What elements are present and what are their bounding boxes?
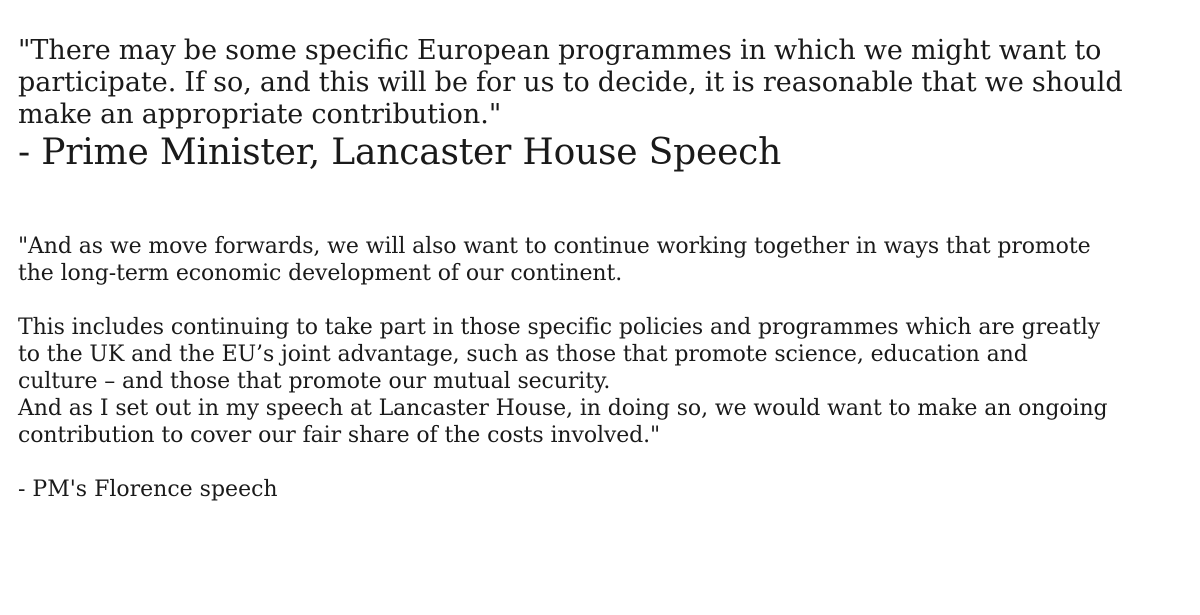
quote-line: "There may be some specific European programmes in which we might want to xyxy=(18,35,1102,66)
florence-quote-paragraph-1 xyxy=(18,233,1188,287)
lancaster-quote-text xyxy=(18,0,1188,131)
quote-line: And as I set out in my speech at Lancaster House, in doing so, we would want to make an ongoing xyxy=(18,396,1108,421)
quote-line: This includes continuing to take part in those specific policies and programmes which are greatly xyxy=(18,315,1100,340)
florence-quote-paragraph-2 xyxy=(18,314,1188,449)
quote-line: culture – and those that promote our mutual security. xyxy=(18,369,611,394)
quote-line: make an appropriate contribution." xyxy=(18,99,502,130)
quote-line: participate. If so, and this will be for us to decide, it is reasonable that we should xyxy=(18,67,1123,98)
florence-attribution: - PM's Florence speech xyxy=(18,477,278,502)
lancaster-attribution: - Prime Minister, Lancaster House Speech xyxy=(18,132,782,173)
quote-line: "And as we move forwards, we will also want to continue working together in ways that promote xyxy=(18,234,1091,259)
quote-line: to the UK and the EU’s joint advantage, such as those that promote science, education and xyxy=(18,342,1028,367)
quote-line: contribution to cover our fair share of the costs involved." xyxy=(18,423,661,448)
document-body xyxy=(18,0,1188,503)
quote-line: the long-term economic development of our continent. xyxy=(18,261,623,286)
